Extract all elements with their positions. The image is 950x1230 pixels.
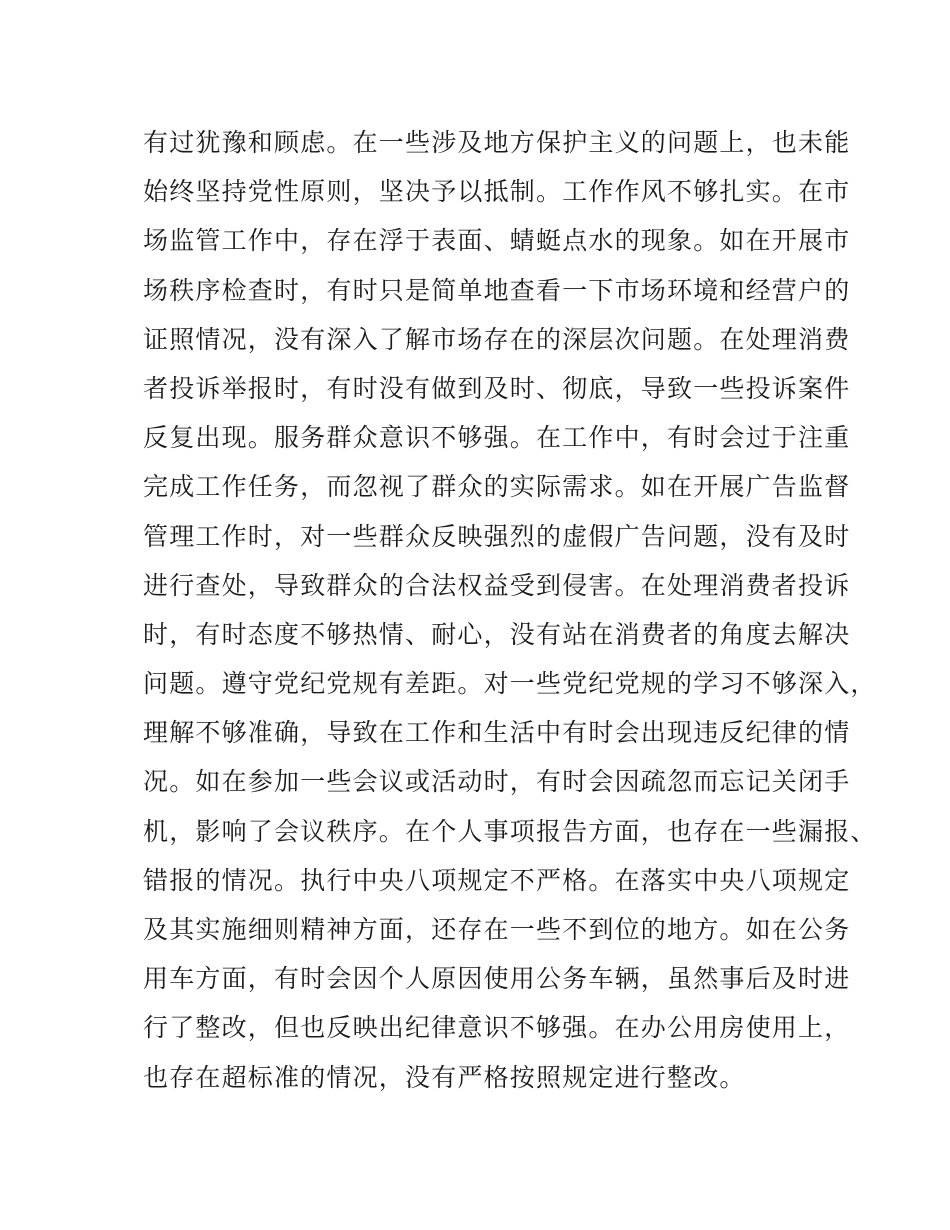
text-line: 完成工作任务，而忽视了群众的实际需求。如在开展广告监督 [143,472,851,502]
text-line: 者投诉举报时，有时没有做到及时、彻底，导致一些投诉案件 [143,373,851,403]
text-line: 管理工作时，对一些群众反映强烈的虚假广告问题，没有及时 [143,521,851,551]
text-line: 机，影响了会议秩序。在个人事项报告方面，也存在一些漏报、 [143,816,877,846]
body-paragraph [143,118,877,1102]
text-line: 时，有时态度不够热情、耐心，没有站在消费者的角度去解决 [143,619,851,649]
text-line: 问题。遵守党纪党规有差距。对一些党纪党规的学习不够深入， [143,669,877,699]
text-line: 场监管工作中，存在浮于表面、蜻蜓点水的现象。如在开展市 [143,226,851,256]
text-line: 反复出现。服务群众意识不够强。在工作中，有时会过于注重 [143,423,851,453]
text-line: 用车方面，有时会因个人原因使用公务车辆，虽然事后及时进 [143,964,851,994]
text-line: 况。如在参加一些会议或活动时，有时会因疏忽而忘记关闭手 [143,767,851,797]
text-line: 有过犹豫和顾虑。在一些涉及地方保护主义的问题上，也未能 [143,128,851,157]
text-line: 行了整改，但也反映出纪律意识不够强。在办公用房使用上， [143,1013,851,1043]
text-line: 始终坚持党性原则，坚决予以抵制。工作作风不够扎实。在市 [143,177,851,207]
text-line: 进行查处，导致群众的合法权益受到侵害。在处理消费者投诉 [143,570,851,600]
text-line: 理解不够准确，导致在工作和生活中有时会出现违反纪律的情 [143,718,851,748]
text-line: 证照情况，没有深入了解市场存在的深层次问题。在处理消费 [143,324,851,354]
text-line: 及其实施细则精神方面，还存在一些不到位的地方。如在公务 [143,915,851,944]
text-line: 也存在超标准的情况，没有严格按照规定进行整改。 [143,1062,746,1092]
text-line: 场秩序检查时，有时只是简单地查看一下市场环境和经营户的 [143,275,851,305]
text-line: 错报的情况。执行中央八项规定不严格。在落实中央八项规定 [143,865,851,895]
